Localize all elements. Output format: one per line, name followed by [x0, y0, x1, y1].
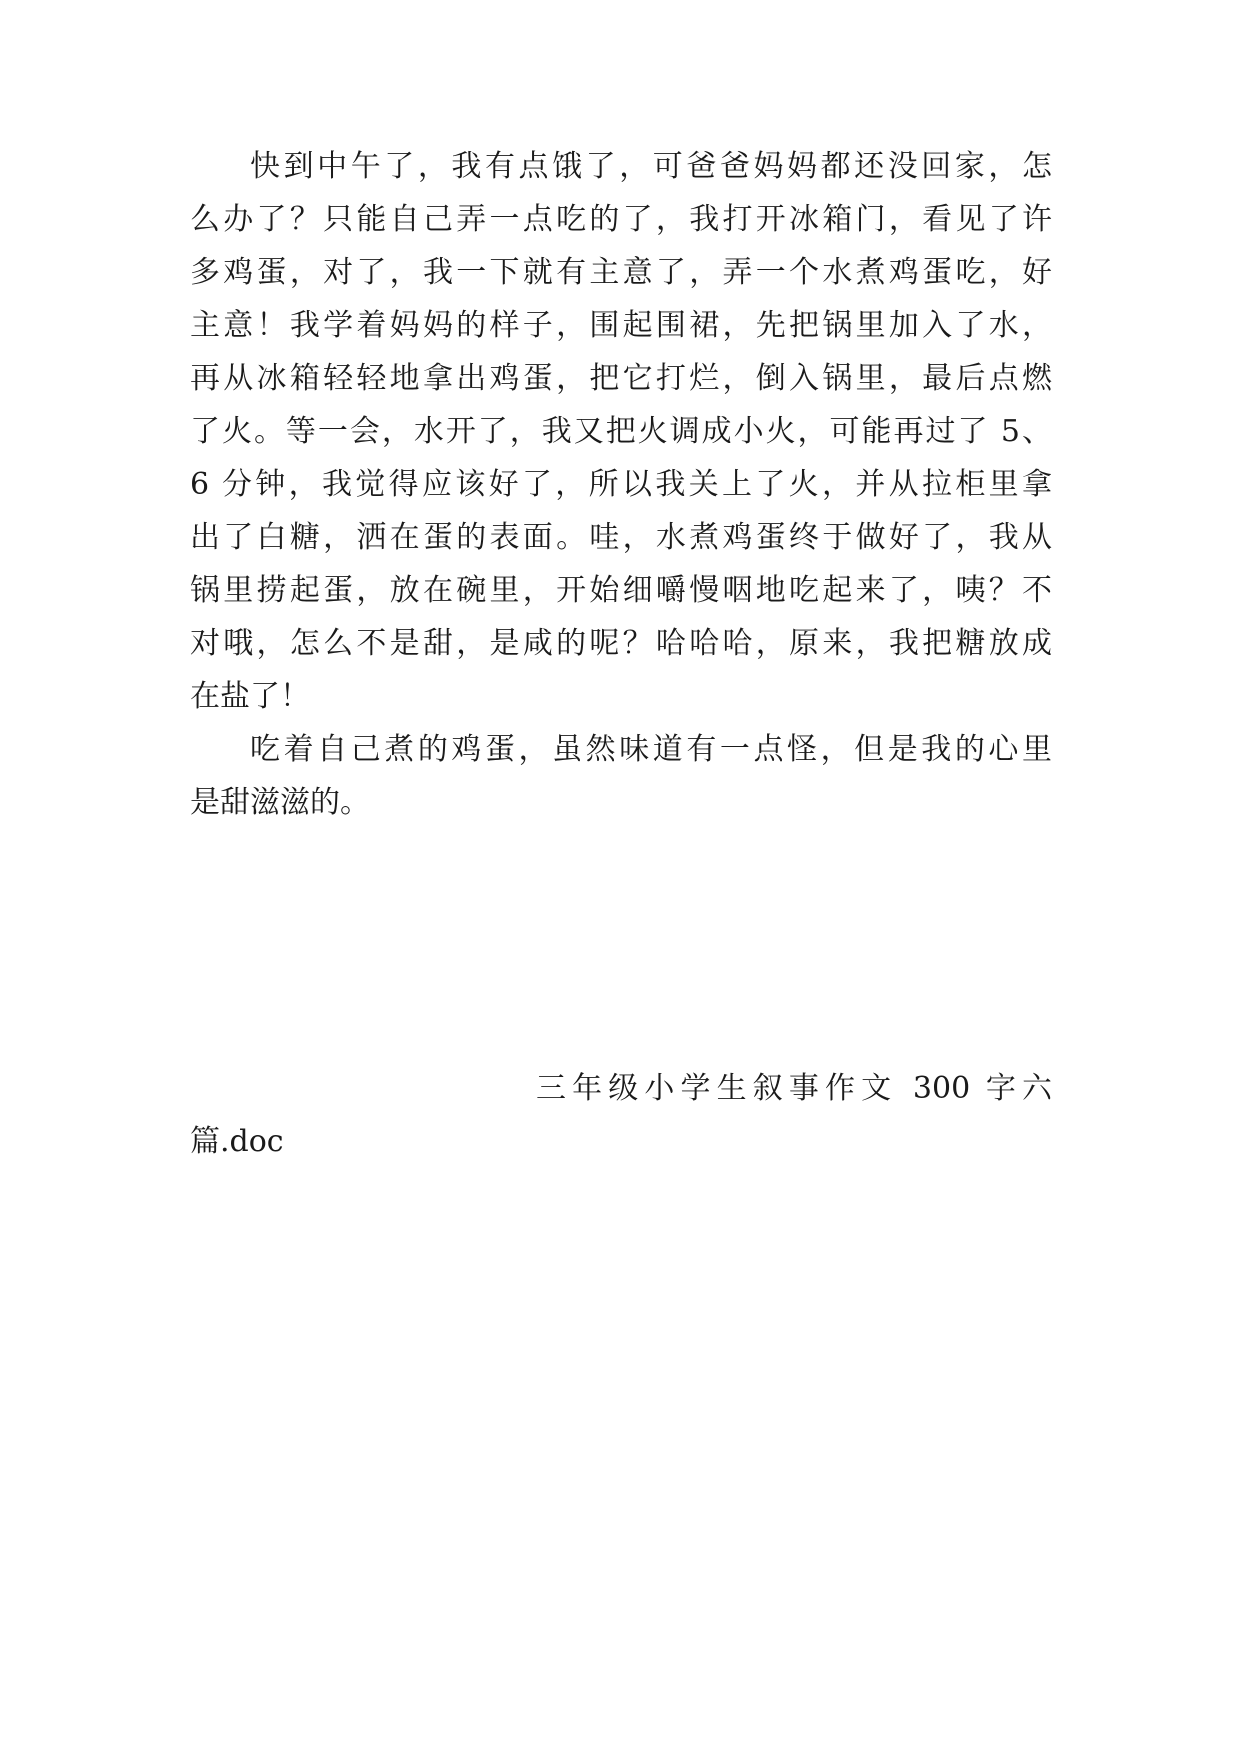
- footer-title-line-1: 三年级小学生叙事作文 300 字六: [536, 1071, 1052, 1106]
- paragraph-1-line-8: 出了白糖，洒在蛋的表面。哇，水煮鸡蛋终于做好了，我从: [190, 520, 1052, 555]
- paragraph-1-line-7: 6 分钟，我觉得应该好了，所以我关上了火，并从拉柜里拿: [190, 467, 1052, 502]
- paragraph-1-line-2: 么办了？只能自己弄一点吃的了，我打开冰箱门，看见了许: [190, 202, 1052, 237]
- paragraph-1-line-11: 在盐了！: [190, 679, 310, 714]
- paragraph-1-line-9: 锅里捞起蛋，放在碗里，开始细嚼慢咽地吃起来了，咦？不: [190, 573, 1052, 608]
- paragraph-1-line-6: 了火。等一会，水开了，我又把火调成小火，可能再过了 5、: [190, 414, 1052, 449]
- paragraph-1-line-4: 主意！我学着妈妈的样子，围起围裙，先把锅里加入了水，: [190, 308, 1052, 343]
- paragraph-2-line-2: 是甜滋滋的。: [190, 785, 370, 820]
- paragraph-2-line-1: 吃着自己煮的鸡蛋，虽然味道有一点怪，但是我的心里: [250, 732, 1052, 767]
- footer-title-line-2: 篇.doc: [190, 1124, 284, 1159]
- paragraph-1-line-3: 多鸡蛋，对了，我一下就有主意了，弄一个水煮鸡蛋吃，好: [190, 255, 1052, 290]
- paragraph-1-line-10: 对哦，怎么不是甜，是咸的呢？哈哈哈，原来，我把糖放成: [190, 626, 1052, 661]
- paragraph-1-line-1: 快到中午了，我有点饿了，可爸爸妈妈都还没回家，怎: [250, 149, 1052, 184]
- paragraph-1-line-5: 再从冰箱轻轻地拿出鸡蛋，把它打烂，倒入锅里，最后点燃: [190, 361, 1052, 396]
